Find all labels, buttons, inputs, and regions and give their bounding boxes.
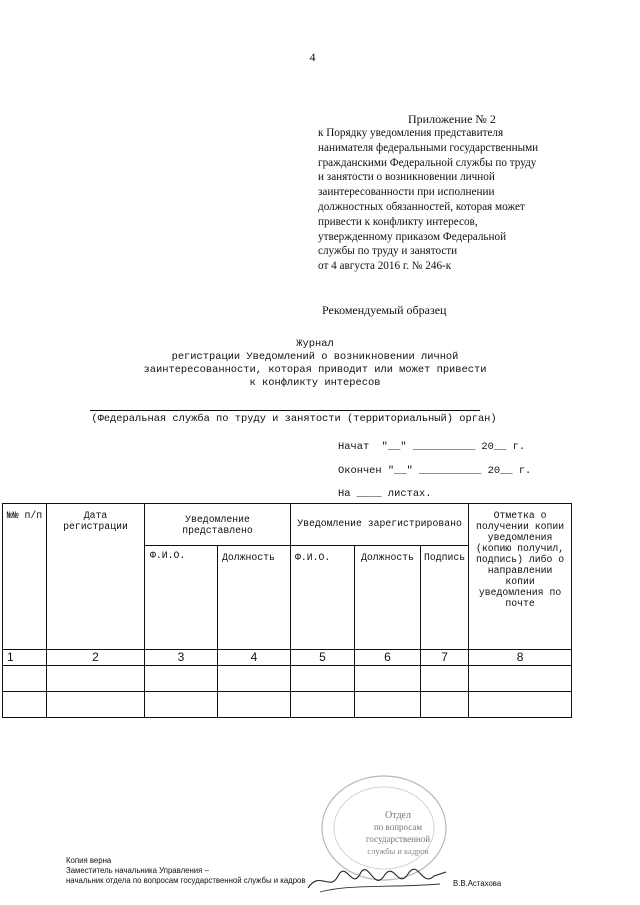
appendix-line: к Порядку уведомления представителя: [318, 127, 504, 139]
column-date-header: Дата регистрации: [47, 504, 145, 650]
column-index: 6: [355, 650, 421, 666]
stamp-line: по вопросам: [373, 822, 423, 832]
footer-line: Заместитель начальника Управления –: [66, 866, 209, 876]
footer-line: Копия верна: [66, 856, 112, 865]
appendix-line: от 4 августа 2016 г. № 246-к: [318, 260, 452, 273]
appendix-text: [318, 126, 586, 274]
signer-name: В.В.Астахова: [453, 879, 502, 888]
appendix-line: гражданскими Федеральной службы по труду: [318, 156, 537, 169]
appendix-line: заинтересованности при исполнении: [318, 186, 495, 199]
subheader-position: Должность: [218, 546, 291, 650]
column-index: 5: [291, 650, 355, 666]
journal-sheets: На ____ листах.: [338, 488, 432, 500]
column-index: 4: [218, 650, 291, 666]
subheader-position-registered: Должность: [355, 546, 421, 650]
stamp-line: Отдел: [385, 810, 411, 821]
appendix-line: привести к конфликту интересов,: [318, 215, 478, 228]
subheader-fio-registered: Ф.И.О.: [291, 546, 355, 650]
column-number-header: №№ п/п: [3, 504, 47, 650]
stamp-line: государственной: [365, 834, 431, 844]
column-index: 1: [3, 650, 47, 666]
group-submitted-header: Уведомление представлено: [145, 504, 291, 546]
journal-title-line: регистрации Уведомлений о возникновении личной: [171, 351, 459, 363]
column-index: 2: [47, 650, 145, 666]
appendix-line: должностных обязанностей, которая может: [318, 200, 525, 213]
table-row: [3, 692, 572, 718]
column-mark-header: Отметка о получении копии уведомления (копию получил, подпись) либо о направлении копии уведомления по почте: [469, 504, 572, 650]
journal-title: [100, 338, 530, 390]
subheader-fio: Ф.И.О.: [145, 546, 218, 650]
certification-block: [66, 856, 306, 887]
subheader-signature: Подпись: [421, 546, 469, 650]
table-row: [3, 666, 572, 692]
journal-started: Начат "__" __________ 20__ г.: [338, 441, 526, 453]
organization-caption: (Федеральная служба по труду и занятости (территориальный) орган): [91, 413, 497, 425]
appendix-title: Приложение № 2: [408, 112, 496, 126]
column-index: 7: [421, 650, 469, 666]
registration-table: [2, 503, 572, 718]
stamp-line: службы и кадров: [367, 846, 429, 856]
group-registered-header: Уведомление зарегистрировано: [291, 504, 469, 546]
appendix-line: и занятости о возникновении личной: [318, 171, 495, 184]
organization-blank-line: [90, 410, 480, 411]
journal-title-line: Журнал: [296, 338, 334, 350]
appendix-line: службы по труду и занятости: [318, 245, 458, 258]
journal-title-line: заинтересованности, которая приводит или может привести: [143, 364, 487, 376]
column-index: 8: [469, 650, 572, 666]
recommended-sample-heading: Рекомендуемый образец: [322, 303, 447, 317]
appendix-line: утвержденному приказом Федеральной: [318, 230, 507, 243]
column-index: 3: [145, 650, 218, 666]
journal-title-line: к конфликту интересов: [249, 377, 381, 389]
journal-finished: Окончен "__" __________ 20__ г.: [338, 465, 532, 477]
footer-line: начальник отдела по вопросам государственной службы и кадров: [66, 876, 306, 886]
page-number: 4: [309, 50, 316, 64]
handwritten-signature: [300, 862, 450, 898]
appendix-line: нанимателя федеральными государственными: [318, 141, 539, 154]
